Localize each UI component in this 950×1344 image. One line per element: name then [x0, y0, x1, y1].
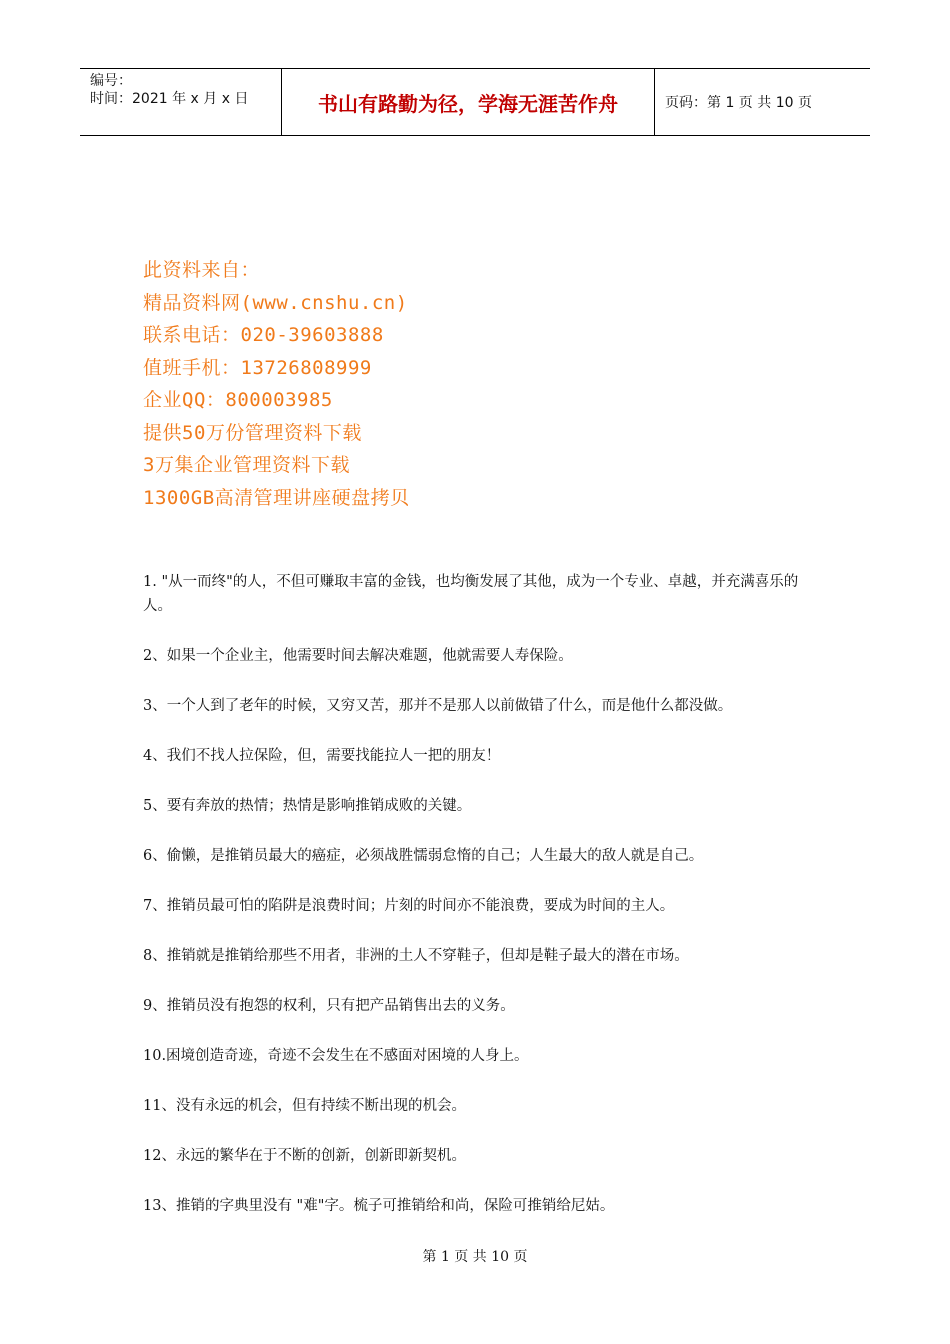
list-item: 2、如果一个企业主，他需要时间去解决难题，他就需要人寿保险。 [143, 648, 573, 664]
promo-line: 精品资料网(www.cnshu.cn) [143, 291, 408, 314]
document-time-label: 时间：2021 年 x 月 x 日 [90, 91, 249, 107]
list-item: 4、我们不找人拉保险，但，需要找能拉人一把的朋友！ [143, 748, 501, 764]
list-item: 11、没有永远的机会，但有持续不断出现的机会。 [143, 1098, 466, 1114]
promo-line: 联系电话：020-39603888 [143, 324, 384, 346]
promo-line: 1300GB高清管理讲座硬盘拷贝 [143, 486, 410, 509]
list-item: 3、一个人到了老年的时候，又穷又苦，那并不是那人以前做错了什么，而是他什么都没做。 [143, 698, 733, 714]
list-item: 1. "从一而终"的人，不但可赚取丰富的金钱，也均衡发展了其他，成为一个专业、卓越，并充满喜乐的人。 [143, 574, 799, 614]
header-page-info: 页码：第 1 页 共 10 页 [665, 95, 812, 111]
page-header [80, 68, 870, 136]
document-number-label: 编号： [90, 73, 132, 89]
list-item: 9、推销员没有抱怨的权利，只有把产品销售出去的义务。 [143, 998, 515, 1014]
list-item: 13、推销的字典里没有 "难"字。梳子可推销给和尚，保险可推销给尼姑。 [143, 1198, 615, 1214]
page-footer: 第 1 页 共 10 页 [422, 1249, 528, 1265]
list-item: 5、要有奔放的热情；热情是影响推销成败的关键。 [143, 798, 472, 814]
promo-line: 企业QQ：800003985 [143, 389, 333, 411]
promo-line: 值班手机：13726808999 [143, 356, 372, 379]
list-item: 7、推销员最可怕的陷阱是浪费时间；片刻的时间亦不能浪费，要成为时间的主人。 [143, 898, 675, 914]
header-motto: 书山有路勤为径，学海无涯苦作舟 [282, 69, 655, 135]
header-meta [80, 69, 282, 135]
promo-line: 3万集企业管理资料下载 [143, 454, 350, 476]
list-item: 10.困境创造奇迹，奇迹不会发生在不感面对困境的人身上。 [143, 1048, 529, 1064]
promo-block [143, 254, 410, 514]
list-item: 8、推销就是推销给那些不用者，非洲的土人不穿鞋子，但却是鞋子最大的潜在市场。 [143, 948, 689, 964]
list-item: 12、永远的繁华在于不断的创新，创新即新契机。 [143, 1148, 466, 1164]
promo-line: 提供50万份管理资料下载 [143, 421, 362, 444]
promo-line: 此资料来自： [143, 259, 261, 281]
list-item: 6、偷懒，是推销员最大的癌症，必须战胜懦弱怠惰的自己；人生最大的敌人就是自己。 [143, 848, 704, 864]
body-content [143, 570, 823, 1244]
